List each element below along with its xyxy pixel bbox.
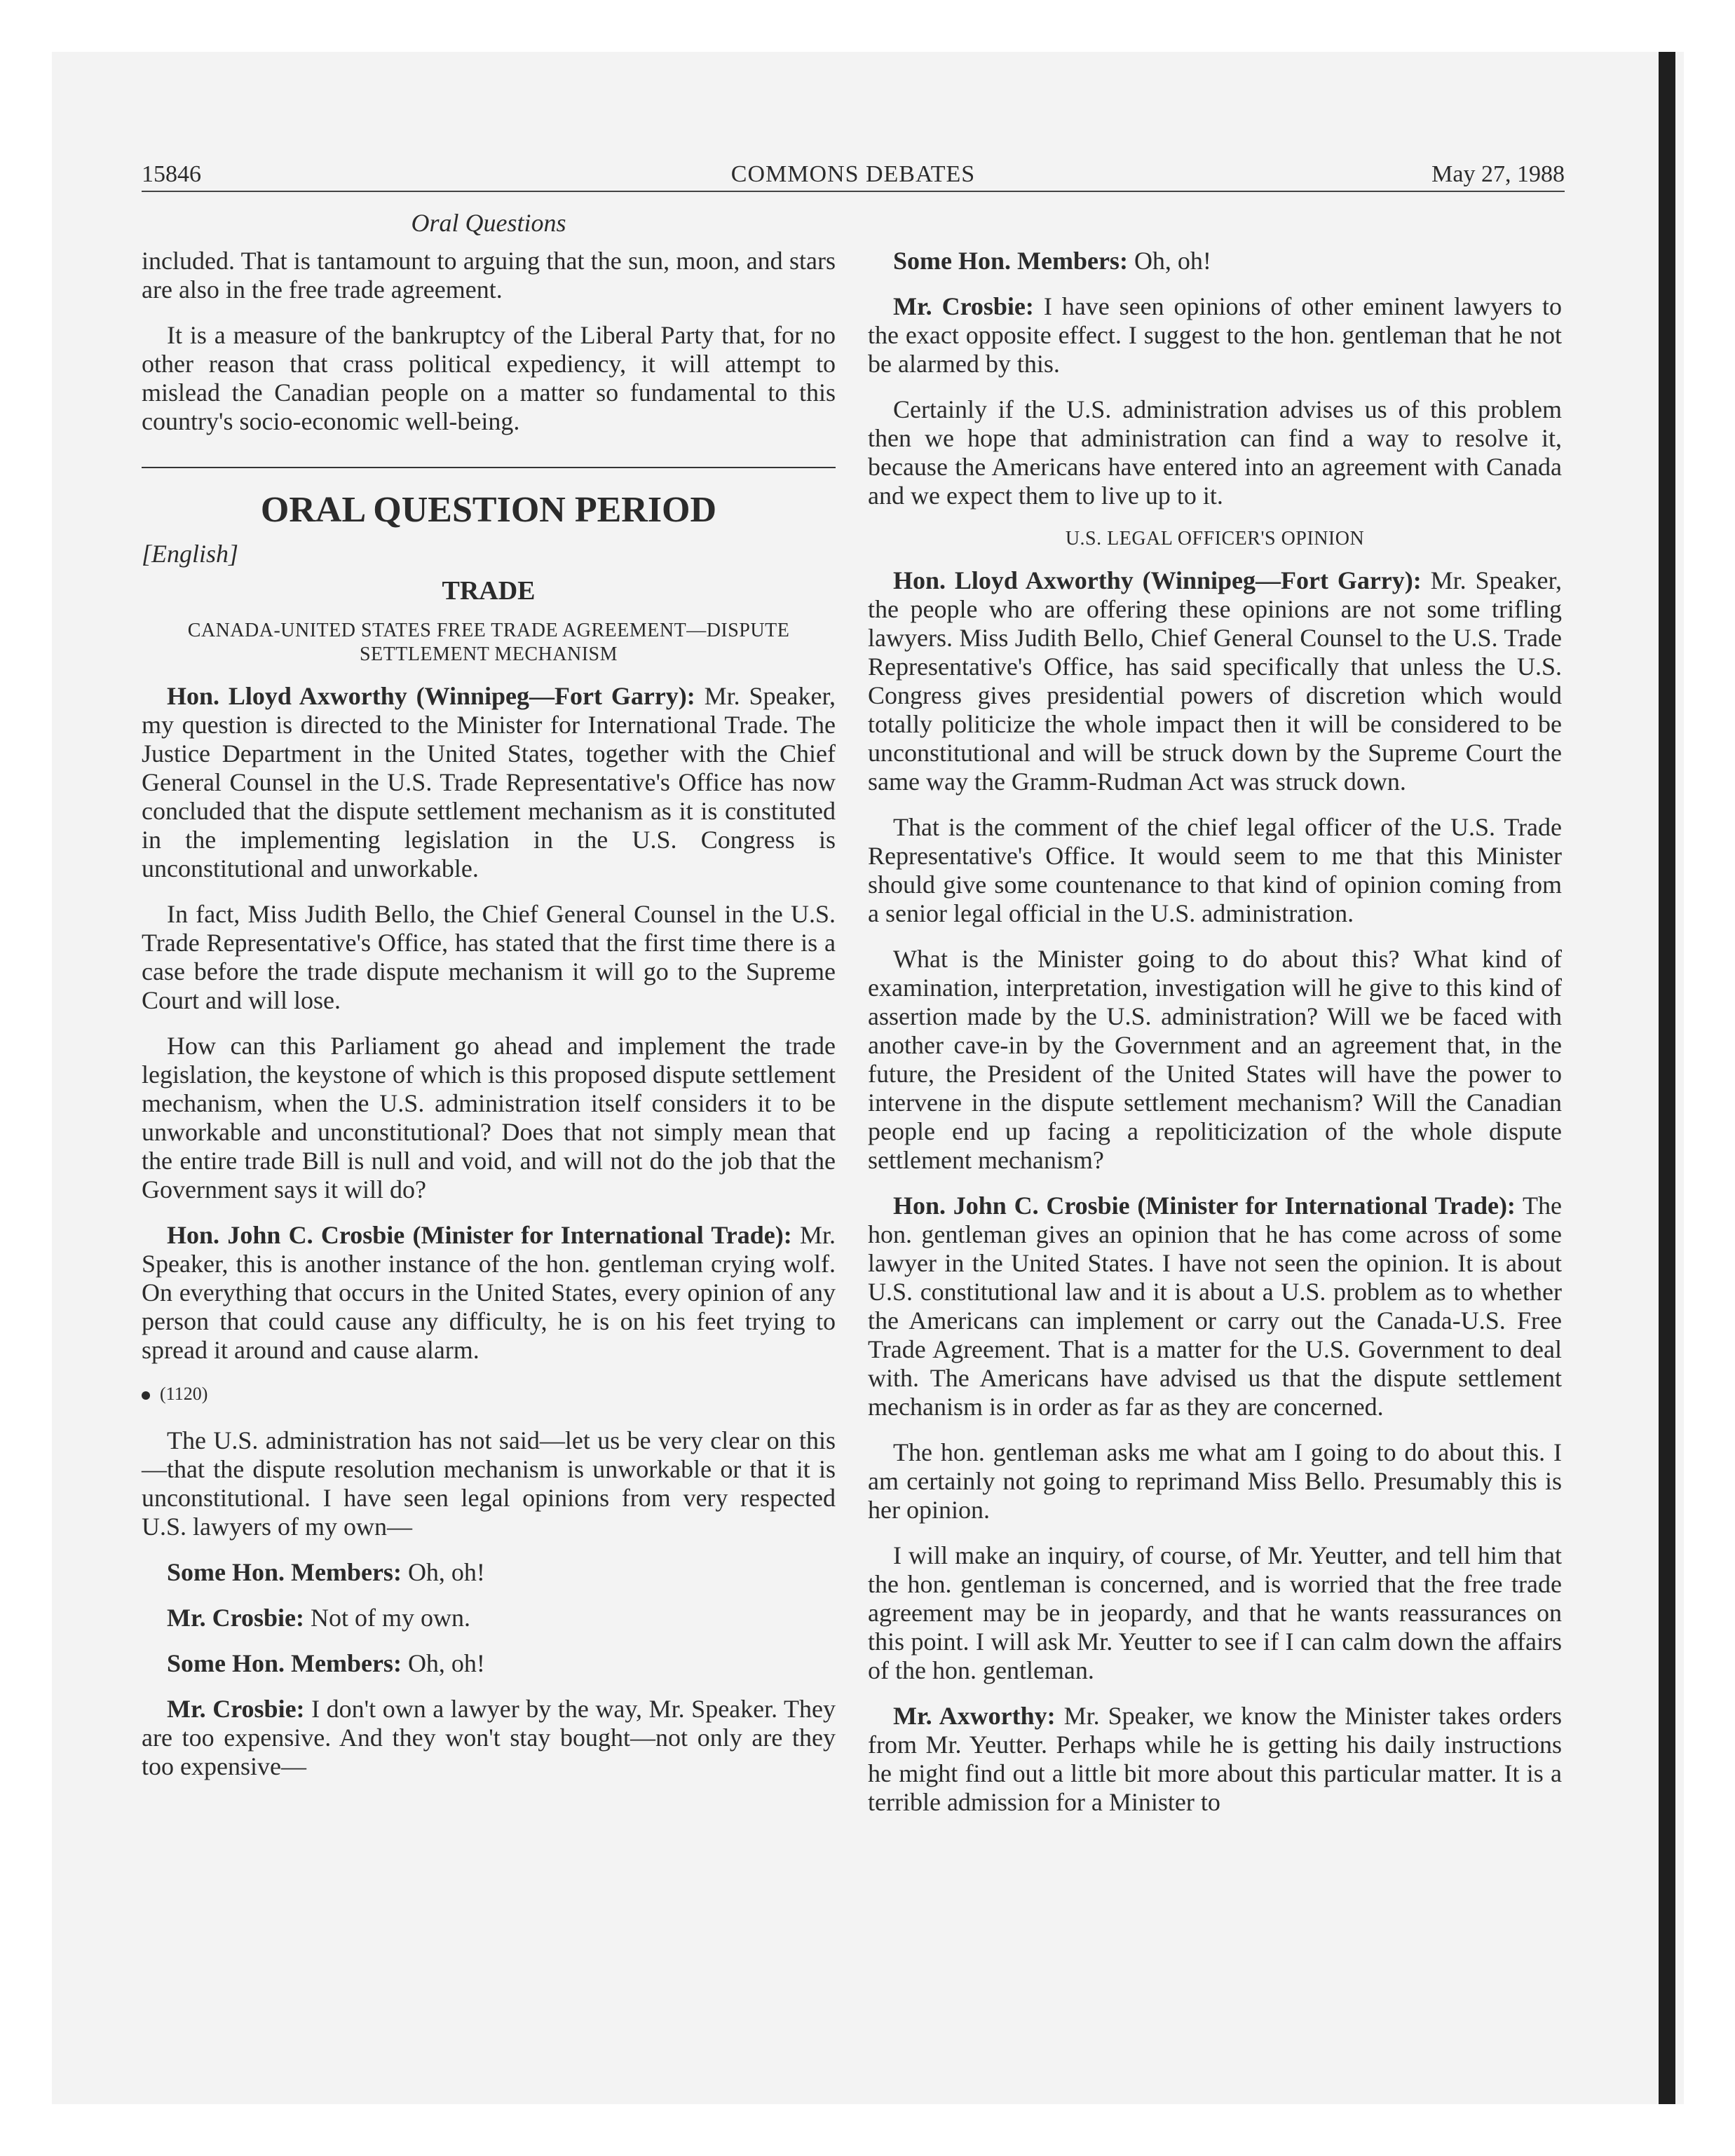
speech-text: I don't own a lawyer by the way, Mr. Speaker. They are too expensive. And they won't stay bought—not only are they too expensive—	[142, 1695, 836, 1780]
timestamp	[142, 1381, 836, 1407]
publication-title: COMMONS DEBATES	[730, 161, 976, 187]
speech-text: Oh, oh!	[407, 1649, 485, 1677]
speaker-name: Some Hon. Members:	[893, 247, 1128, 275]
paragraph: The U.S. administration has not said—let us be very clear on this—that the dispute resolution mechanism is unworkable or that it is unconstitutional. I have seen legal opinions from very respected U.S. lawyers of my own—	[142, 1426, 836, 1541]
section-label: Oral Questions	[411, 209, 566, 237]
speaker-name: Hon. John C. Crosbie (Minister for International Trade):	[893, 1192, 1516, 1220]
speaker-name: Mr. Crosbie:	[167, 1604, 304, 1632]
speech-text: Oh, oh!	[1134, 247, 1211, 275]
paragraph: In fact, Miss Judith Bello, the Chief General Counsel in the U.S. Trade Representative's Office, has stated that the first time there is a case before the trade dispute mechanism it will go to the Supreme Court and will lose.	[142, 900, 836, 1014]
speaker-name: Hon. John C. Crosbie (Minister for International Trade):	[167, 1221, 792, 1249]
bullet-icon	[142, 1391, 150, 1400]
speech-text: The hon. gentleman gives an opinion that he has come across of some lawyer in the United States. I have not seen the opinion. It is about U.S. constitutional law and it is about a U.S. problem as to whether the Americans can implement or carry out the Canada-U.S. Free Trade Agreement. That is a matter for the U.S. Government to deal with. The Americans have advised us that the dispute settlement mechanism is in order as far as they are concerned.	[868, 1192, 1562, 1421]
speech-paragraph	[142, 1604, 836, 1632]
speaker-name: Some Hon. Members:	[167, 1558, 402, 1586]
scan-edge-bar	[1659, 52, 1675, 2104]
left-column	[142, 247, 836, 1798]
subtopic-heading: U.S. LEGAL OFFICER'S OPINION	[1065, 528, 1365, 550]
page-header	[142, 158, 1565, 191]
paragraph: What is the Minister going to do about this? What kind of examination, interpretation, investigation will he give to this kind of assertion made by the U.S. administration? Will we be faced with another cave-in by the Government and an agreement that, in the future, the President of the United States will have the power to intervene in the dispute settlement mechanism? Will the Canadian people end up facing a repoliticization of the whole dispute settlement mechanism?	[868, 945, 1562, 1174]
header-rule	[142, 191, 1565, 192]
subtopic-heading: CANADA-UNITED STATES FREE TRADE AGREEMENT—DISPUTE SETTLEMENT MECHANISM	[187, 620, 790, 665]
speech-paragraph	[868, 566, 1562, 796]
section-divider	[142, 467, 836, 468]
speaker-name: Mr. Axworthy:	[893, 1702, 1056, 1730]
speech-paragraph	[142, 682, 836, 883]
speech-text: Oh, oh!	[407, 1558, 485, 1586]
speaker-name: Hon. Lloyd Axworthy (Winnipeg—Fort Garry):	[167, 682, 695, 710]
language-tag: [English]	[142, 540, 239, 568]
speech-text: Mr. Speaker, we know the Minister takes orders from Mr. Yeutter. Perhaps while he is getting his daily instructions he might find out a little bit more about this particular matter. It is a terrible admission for a Minister to	[868, 1702, 1563, 1816]
timestamp-text: (1120)	[160, 1384, 208, 1404]
paragraph: Certainly if the U.S. administration advises us of this problem then we hope that administration can find a way to resolve it, because the Americans have entered into an agreement with Canada and we expect them to live up to it.	[868, 395, 1562, 510]
speech-paragraph	[868, 247, 1562, 275]
speech-paragraph	[868, 1702, 1562, 1817]
speaker-name: Mr. Crosbie:	[167, 1695, 305, 1723]
paragraph: included. That is tantamount to arguing that the sun, moon, and stars are also in the free trade agreement.	[142, 247, 836, 303]
paragraph: The hon. gentleman asks me what am I going to do about this. I am certainly not going to reprimand Miss Bello. Presumably this is her opinion.	[868, 1438, 1562, 1524]
speech-paragraph	[142, 1221, 836, 1365]
right-column	[868, 247, 1562, 1834]
paragraph: That is the comment of the chief legal officer of the U.S. Trade Representative's Office. It would seem to me that this Minister should give some countenance to that kind of opinion coming from a senior legal official in the U.S. administration.	[868, 813, 1562, 927]
speech-paragraph	[868, 1192, 1562, 1421]
speaker-name: Hon. Lloyd Axworthy (Winnipeg—Fort Garry):	[893, 566, 1422, 594]
speech-text: Mr. Speaker, my question is directed to the Minister for International Trade. The Justice Department in the United States, together with the Chief General Counsel in the U.S. Trade Representative's Office has now concluded that the dispute settlement mechanism as it is constituted in the implementing legislation in the U.S. Congress is unconstitutional and unworkable.	[142, 682, 836, 882]
speech-text: Not of my own.	[310, 1604, 470, 1632]
page-date: May 27, 1988	[1431, 161, 1565, 187]
topic-heading: TRADE	[442, 576, 536, 606]
speech-paragraph	[142, 1649, 836, 1678]
speaker-name: Some Hon. Members:	[167, 1649, 402, 1677]
paragraph: It is a measure of the bankruptcy of the Liberal Party that, for no other reason that crass political expediency, it will attempt to mislead the Canadian people on a matter so fundamental to this country's socio-economic well-being.	[142, 321, 836, 435]
speech-text: I have seen opinions of other eminent lawyers to the exact opposite effect. I suggest to the hon. gentleman that he not be alarmed by this.	[868, 292, 1562, 378]
speech-text: Mr. Speaker, this is another instance of the hon. gentleman crying wolf. On everything that occurs in the United States, every opinion of any person that could cause any difficulty, he is on his feet trying to spread it around and cause alarm.	[142, 1221, 836, 1364]
speaker-name: Mr. Crosbie:	[893, 292, 1034, 320]
paragraph: How can this Parliament go ahead and implement the trade legislation, the keystone of which is this proposed dispute settlement mechanism, when the U.S. administration itself considers it to be unworkable and unconstitutional? Does that not simply mean that the entire trade Bill is null and void, and will not do the job that the Government says it will do?	[142, 1032, 836, 1203]
speech-paragraph	[142, 1695, 836, 1781]
paragraph: I will make an inquiry, of course, of Mr. Yeutter, and tell him that the hon. gentleman is concerned, and is worried that the free trade agreement may be in jeopardy, and that he wants reassurances on this point. I will ask Mr. Yeutter to see if I can calm down the affairs of the hon. gentleman.	[868, 1541, 1562, 1684]
main-heading: ORAL QUESTION PERIOD	[260, 490, 717, 530]
page-number: 15846	[142, 161, 201, 187]
speech-text: Mr. Speaker, the people who are offering these opinions are not some trifling lawyers. Miss Judith Bello, Chief General Counsel to the U.S. Trade Representative's Office, has said specifically that unless the U.S. Congress gives presidential powers of discretion which would totally politicize the whole impact then it will be considered to be unconstitutional and will be struck down by the Supreme Court the same way the Gramm-Rudman Act was struck down.	[868, 566, 1562, 796]
speech-paragraph	[868, 292, 1562, 378]
speech-paragraph	[142, 1558, 836, 1587]
